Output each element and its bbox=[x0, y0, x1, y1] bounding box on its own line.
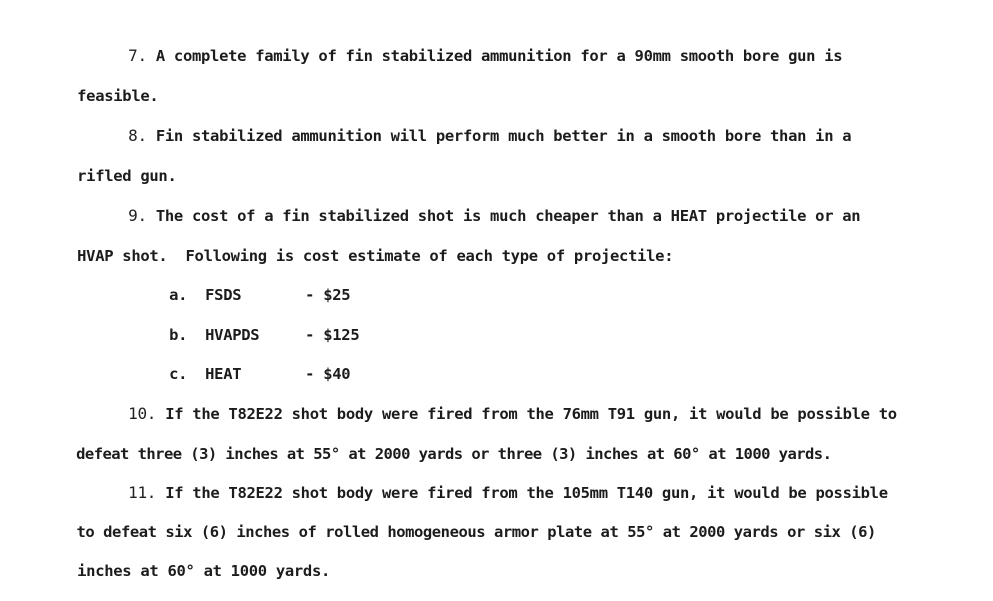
paragraph-7-number: 7. bbox=[128, 46, 147, 65]
paragraph-7-line-1 bbox=[92, 26, 842, 86]
paragraph-8-text-1: Fin stabilized ammunition will perform much better in a smooth bore than in a bbox=[155, 127, 852, 145]
cost-item-name: FSDS bbox=[205, 286, 242, 304]
cost-item-dash: - bbox=[305, 365, 315, 383]
paragraph-8-text-2: rifled gun. bbox=[77, 167, 177, 185]
paragraph-11-text-2: to defeat six (6) inches of rolled homogeneous armor plate at 55° at 2000 yards or six (6) bbox=[76, 523, 876, 541]
paragraph-7-text-1: A complete family of fin stabilized ammunition for a 90mm smooth bore gun is bbox=[155, 47, 843, 65]
paragraph-9-number: 9. bbox=[128, 206, 147, 225]
paragraph-9-text-2: HVAP shot. Following is cost estimate of each type of projectile: bbox=[77, 247, 674, 265]
paragraph-7-text-2: feasible. bbox=[77, 87, 159, 105]
paragraph-8-number: 8. bbox=[128, 126, 147, 145]
paragraph-10-number: 10. bbox=[128, 404, 157, 423]
cost-item-name: HVAPDS bbox=[205, 326, 260, 344]
cost-item-dash: - bbox=[305, 286, 315, 304]
paragraph-11-line-3 bbox=[41, 541, 330, 601]
paragraph-10-text-2: defeat three (3) inches at 55° at 2000 yards or three (3) inches at 60° at 1000 yards. bbox=[76, 445, 832, 463]
cost-item-price: $125 bbox=[323, 326, 360, 344]
paragraph-8-line-1 bbox=[92, 106, 851, 166]
paragraph-10-text-1: If the T82E22 shot body were fired from the 76mm T91 gun, it would be possible to bbox=[165, 405, 897, 423]
cost-item-label: c. bbox=[169, 365, 188, 383]
paragraph-11-number: 11. bbox=[128, 483, 157, 502]
cost-item-price: $25 bbox=[323, 286, 351, 304]
cost-item-dash: - bbox=[305, 326, 315, 344]
paragraph-11-text-1: If the T82E22 shot body were fired from the 105mm T140 gun, it would be possible bbox=[165, 484, 888, 502]
cost-item-label: b. bbox=[169, 326, 188, 344]
cost-item-price: $40 bbox=[323, 365, 351, 383]
cost-item-name: HEAT bbox=[205, 365, 242, 383]
cost-item-label: a. bbox=[169, 286, 188, 304]
paragraph-9-text-1: The cost of a fin stabilized shot is much cheaper than a HEAT projectile or an bbox=[155, 207, 861, 225]
paragraph-11-text-3: inches at 60° at 1000 yards. bbox=[77, 562, 331, 580]
